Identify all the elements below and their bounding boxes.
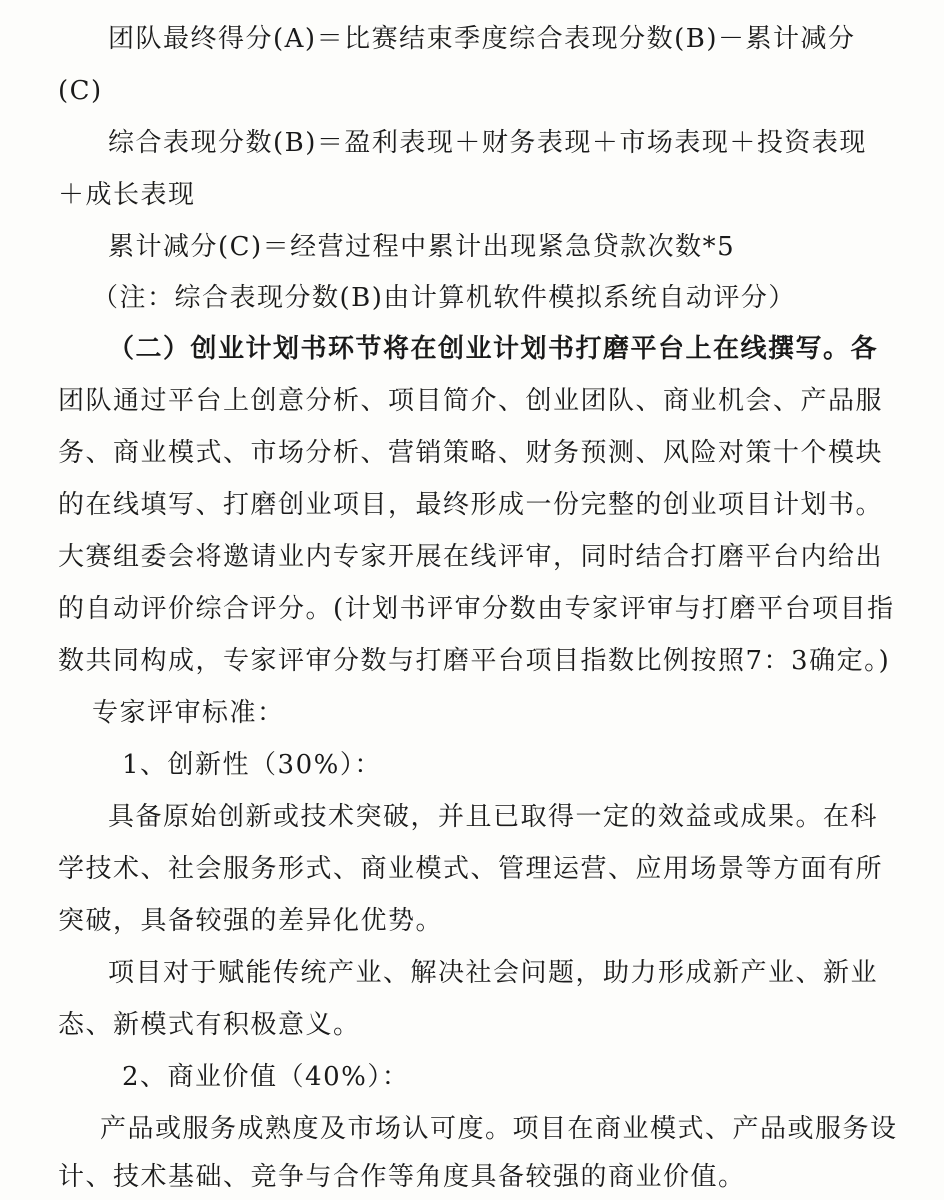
paragraph-line: 务、商业模式、市场分析、营销策略、财务预测、风险对策十个模块 — [58, 438, 884, 468]
note-auto-scoring: （注：综合表现分数(B)由计算机软件模拟系统自动评分） — [92, 283, 796, 313]
criterion-innovation-heading: 1、创新性（30%）： — [122, 750, 382, 780]
paragraph-line: 团队通过平台上创意分析、项目简介、创业团队、商业机会、产品服 — [58, 386, 884, 416]
paragraph-line: 项目对于赋能传统产业、解决社会问题，助力形成新产业、新业 — [108, 958, 879, 988]
criteria-heading: 专家评审标准： — [92, 698, 285, 728]
formula-deduction: 累计减分(C)＝经营过程中累计出现紧急贷款次数*5 — [108, 232, 736, 262]
paragraph-line: 突破，具备较强的差异化优势。 — [58, 906, 444, 936]
formula-composite-score-cont: ＋成长表现 — [58, 180, 196, 210]
paragraph-line: 计、技术基础、竞争与合作等角度具备较强的商业价值。 — [58, 1162, 746, 1192]
paragraph-line: 产品或服务成熟度及市场认可度。项目在商业模式、产品或服务设 — [100, 1114, 898, 1144]
paragraph-line: 的自动评价综合评分。(计划书评审分数由专家评审与打磨平台项目指 — [58, 594, 895, 624]
formula-team-score: 团队最终得分(A)＝比赛结束季度综合表现分数(B)－累计减分 — [108, 24, 856, 54]
paragraph-line: 的在线填写、打磨创业项目，最终形成一份完整的创业项目计划书。 — [58, 490, 884, 520]
formula-composite-score: 综合表现分数(B)＝盈利表现＋财务表现＋市场表现＋投资表现 — [108, 128, 867, 158]
paragraph-line: 学技术、社会服务形式、商业模式、管理运营、应用场景等方面有所 — [58, 854, 884, 884]
paragraph-line: 具备原始创新或技术突破，并且已取得一定的效益或成果。在科 — [108, 802, 879, 832]
paragraph-line: 态、新模式有积极意义。 — [58, 1010, 361, 1040]
section-two-heading: （二）创业计划书环节将在创业计划书打磨平台上在线撰写。各 — [108, 334, 879, 364]
paragraph-line: 数共同构成，专家评审分数与打磨平台项目指数比例按照7：3确定。) — [58, 646, 891, 676]
criterion-business-heading: 2、商业价值（40%）： — [122, 1062, 410, 1092]
paragraph-line: 大赛组委会将邀请业内专家开展在线评审，同时结合打磨平台内给出 — [58, 542, 884, 572]
formula-team-score-cont: (C) — [58, 76, 103, 106]
